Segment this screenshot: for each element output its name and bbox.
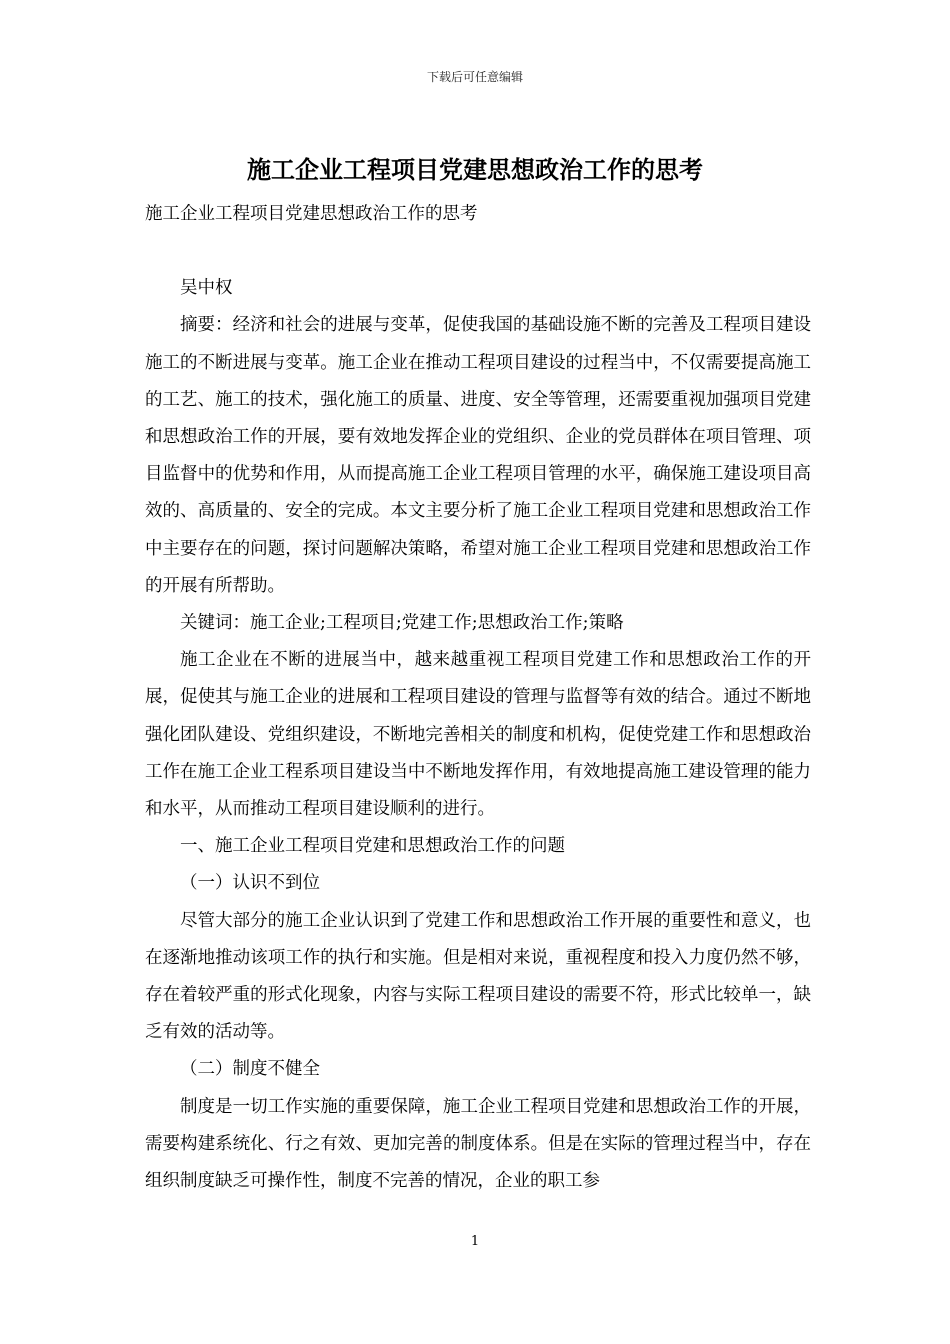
document-subtitle: 施工企业工程项目党建思想政治工作的思考 [145,204,478,224]
subsection-heading: （二）制度不健全 [180,1059,320,1080]
document-title: 施工企业工程项目党建思想政治工作的思考 [247,155,703,184]
body-paragraph: 制度是一切工作实施的重要保障，施工企业工程项目党建和思想政治工作的开展，需要构建系统化、行之有效、更加完善的制度体系。但是在实际的管理过程当中，存在组织制度缺乏可操作性，制度不完善的情况，企业的职工参 [145,1096,811,1192]
keywords-line: 关键词：施工企业;工程项目;党建工作;思想政治工作;策略 [180,613,624,634]
page-header-note: 下载后可任意编辑 [426,70,523,84]
page-number: 1 [470,1234,480,1249]
subsection-heading: （一）认识不到位 [180,873,320,894]
document-body [145,196,811,1200]
author-name: 吴中权 [180,278,233,299]
section-heading: 一、施工企业工程项目党建和思想政治工作的问题 [180,836,565,857]
body-paragraph: 尽管大部分的施工企业认识到了党建工作和思想政治工作开展的重要性和意义，也在逐渐地推动该项工作的执行和实施。但是相对来说，重视程度和投入力度仍然不够，存在着较严重的形式化现象，内容与实际工程项目建设的需要不符，形式比较单一，缺乏有效的活动等。 [145,910,811,1043]
intro-paragraph: 施工企业在不断的进展当中，越来越重视工程项目党建工作和思想政治工作的开展，促使其与施工企业的进展和工程项目建设的管理与监督等有效的结合。通过不断地强化团队建设、党组织建设，不断地完善相关的制度和机构，促使党建工作和思想政治工作在施工企业工程系项目建设当中不断地发挥作用，有效地提高施工建设管理的能力和水平，从而推动工程项目建设顺利的进行。 [145,650,811,820]
abstract-paragraph: 摘要：经济和社会的进展与变革，促使我国的基础设施不断的完善及工程项目建设施工的不断进展与变革。施工企业在推动工程项目建设的过程当中，不仅需要提高施工的工艺、施工的技术，强化施工的质量、进度、安全等管理，还需要重视加强项目党建和思想政治工作的开展，要有效地发挥企业的党组织、企业的党员群体在项目管理、项目监督中的优势和作用，从而提高施工企业工程项目管理的水平，确保施工建设项目高效的、高质量的、安全的完成。本文主要分析了施工企业工程项目党建和思想政治工作中主要存在的问题，探讨问题解决策略，希望对施工企业工程项目党建和思想政治工作的开展有所帮助。 [145,315,811,596]
